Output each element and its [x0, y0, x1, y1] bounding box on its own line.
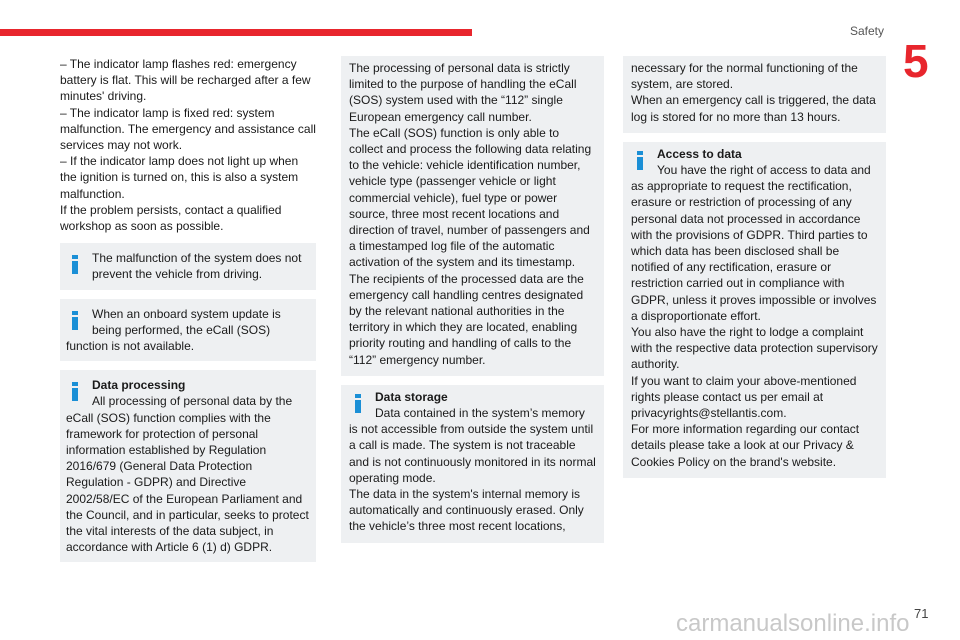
page-number: 71 — [914, 606, 929, 621]
data-processing-continued-box — [341, 56, 604, 376]
note-box-data-storage — [341, 385, 604, 543]
note-box-access-to-data — [623, 142, 886, 478]
intro-paragraph: If the problem persists, contact a qualified workshop as soon as possible. — [60, 202, 282, 234]
body-paragraph: The recipients of the processed data are the emergency call handling centres designated by the relevant national authorities in the territory in which they are located, enabling priority routing and handling of calls to the “112” emergency number. — [349, 271, 584, 367]
body-paragraph: Data contained in the system’s memory is not accessible from outside the system until a call is made. The system is not traceable and is not continuously monitored in its normal operating mode. — [349, 406, 596, 485]
intro-paragraph: – If the indicator lamp does not light up when the ignition is turned on, this is also a system malfunction. — [60, 154, 299, 201]
note-text: The malfunction of the system does not prevent the vehicle from driving. — [92, 251, 302, 282]
note-box-data-processing — [60, 370, 316, 562]
column-2 — [341, 56, 604, 552]
body-paragraph: The processing of personal data is strictly limited to the purpose of handling the eCall (SOS) system used with the “112” single European emergency call number. — [349, 61, 577, 124]
note-box-update — [60, 299, 316, 362]
watermark: carmanualsonline.info — [676, 610, 910, 637]
intro-paragraph: – The indicator lamp flashes red: emergency battery is flat. This will be recharged after a few minutes' driving. — [60, 57, 311, 104]
info-icon — [72, 255, 79, 274]
info-icon — [355, 394, 362, 413]
note-title: Data processing — [92, 378, 186, 393]
note-text: When an onboard system update is being performed, the eCall (SOS) function is not available. — [66, 306, 281, 354]
intro-paragraph: – The indicator lamp is fixed red: system malfunction. The emergency and assistance call services may not work. — [60, 105, 316, 153]
body-paragraph: The eCall (SOS) function is only able to collect and process the following data relating to the vehicle: vehicle identification number, vehicle type (passenger vehicle or light commercial vehicle), fuel type or power source, three most recent locations and direction of travel, number of passengers and a timestamped log file of the automatic activation of the system and its timestamp. — [349, 125, 592, 270]
note-box-malfunction — [60, 243, 316, 289]
note-title: Data storage — [375, 389, 448, 404]
column-1 — [60, 56, 316, 571]
body-paragraph: You have the right of access to data and as appropriate to request the rectification, erasure or restriction of processing of any personal data not processed in accordance with the provisions of GDPR. Third parties to which data has been disclosed shall be notified of any rectification, erasure or restriction carried out in compliance with GDPR, unless it proves impossible or involves a disproportionate effort. — [631, 163, 877, 323]
note-text: All processing of personal data by the eCall (SOS) function complies with the framework for protection of personal information established by Regulation 2016/679 (General Data Protection Regulation - GDPR) and Directive 2002/58/EC of the European Parliament and the Council, and in particular, seeks to protect the vital interests of the data subject, in accordance with Article 6 (1) d) GDPR. — [66, 394, 309, 555]
info-icon — [637, 151, 644, 170]
body-paragraph: necessary for the normal functioning of the system, are stored. — [631, 61, 858, 92]
body-paragraph: For more information regarding our contact details please take a look at our Privacy & Cookies Policy on the brand's website. — [631, 422, 860, 469]
body-paragraph: If you want to claim your above-mentioned rights please contact us per email at privacyrights@stellantis.com. — [631, 373, 857, 421]
note-title: Access to data — [657, 146, 742, 161]
body-paragraph: When an emergency call is triggered, the data log is stored for no more than 13 hours. — [631, 93, 876, 124]
body-paragraph: You also have the right to lodge a complaint with the respective data protection supervisory authority. — [631, 325, 878, 372]
header-accent-bar — [0, 29, 472, 36]
column-3 — [623, 56, 886, 487]
chapter-number: 5 — [903, 35, 929, 87]
body-paragraph: The data in the system's internal memory is automatically and continuously erased. Only the vehicle’s three most recent locations, — [349, 487, 584, 534]
info-icon — [72, 311, 79, 330]
data-storage-continued-box — [623, 56, 886, 133]
section-title: Safety — [850, 24, 885, 38]
info-icon — [72, 382, 79, 401]
